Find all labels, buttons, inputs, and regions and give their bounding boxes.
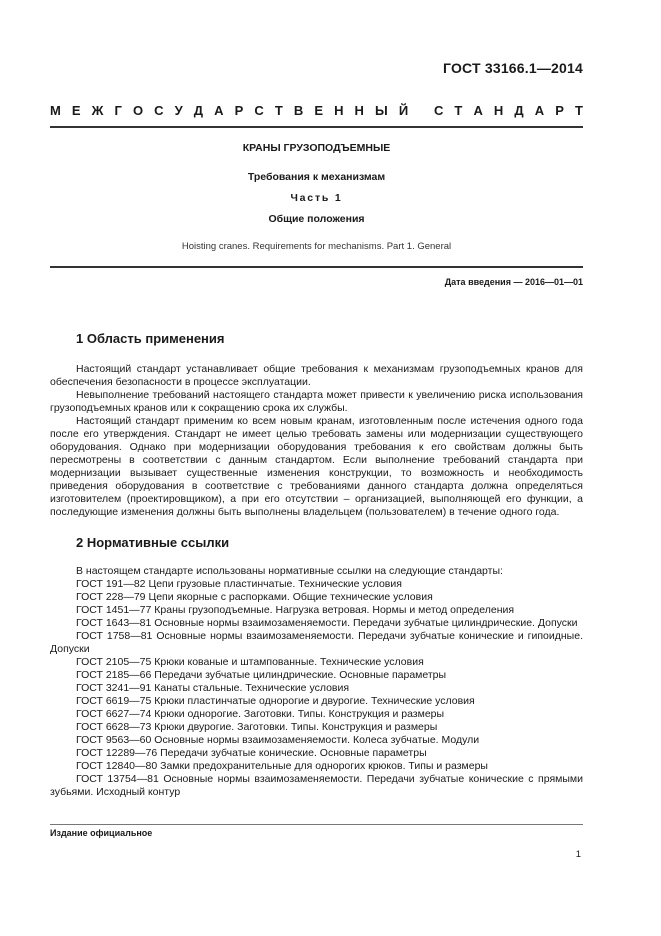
reference-item: ГОСТ 9563—60 Основные нормы взаимозаменяемости. Колеса зубчатые. Модули <box>76 734 480 746</box>
gost-number: ГОСТ 33166.1—2014 <box>443 60 583 76</box>
reference-item: ГОСТ 1758—81 Основные нормы взаимозаменяемости. Передачи зубчатые конические и гипоидные. Допуски <box>50 630 583 655</box>
interstate-standard-heading <box>50 103 583 118</box>
reference-list <box>50 578 583 799</box>
interstate-letter: Д <box>193 103 204 118</box>
interstate-letter: Н <box>493 103 504 118</box>
edition-label: Издание официальное <box>50 828 153 838</box>
interstate-letter: С <box>433 103 444 118</box>
section-1-paragraph: Невыполнение требований настоящего стандарта может привести к увеличению риска использования грузоподъемных кранов или к сокращению срока их службы. <box>50 389 583 414</box>
document-part: Часть 1 <box>290 192 343 204</box>
section-2-intro: В настоящем стандарте использованы нормативные ссылки на следующие стандарты: <box>76 565 503 577</box>
reference-item: ГОСТ 2105—75 Крюки кованые и штампованные. Технические условия <box>76 656 424 668</box>
section-2-heading: 2 Нормативные ссылки <box>76 535 230 550</box>
document-title: КРАНЫ ГРУЗОПОДЪЕМНЫЕ <box>242 142 391 154</box>
footer-rule <box>50 824 583 825</box>
section-1-paragraph: Настоящий стандарт устанавливает общие требования к механизмам грузоподъемных кранов для обеспечения безопасности в процессе эксплуатации. <box>50 363 583 388</box>
interstate-letter: Ж <box>91 103 104 118</box>
page-number: 1 <box>575 849 581 860</box>
document-part-title: Общие положения <box>268 213 365 225</box>
interstate-letter: М <box>50 103 61 118</box>
interstate-letter: Е <box>71 103 81 118</box>
reference-item: ГОСТ 12840—80 Замки предохранительные для однорогих крюков. Типы и размеры <box>76 760 488 772</box>
interstate-letter: С <box>154 103 164 118</box>
reference-item: ГОСТ 1451—77 Краны грузоподъемные. Нагрузка ветровая. Нормы и метод определения <box>76 604 515 616</box>
section-1-paragraph: Настоящий стандарт применим ко всем новым кранам, изготовленным после истечения одного года после его утверждения. Стандарт не имеет целью требовать замены или модернизации существующего оборудования. Однако при модернизации оборудования требования к его свойствам должны быть пересмотрены в соответствии с данным стандартом. Если выполнение требований стандарта при модернизации вызывает существенные изменения конструкции, то возможность и необходимость приведения оборудования в соответствие с требованиями данного стандарта должна определяться изготовителем (проектировщиком), а при его отсутствии – организацией, выполняющей его функции, а последующие изменения должны быть выполнены владельцем (пользователем) в течение одного года. <box>50 415 583 518</box>
interstate-letter <box>419 103 423 118</box>
section-1-heading: 1 Область применения <box>76 331 225 346</box>
introduction-date: Дата введения — 2016—01—01 <box>444 277 583 287</box>
interstate-letter: Г <box>114 103 122 118</box>
interstate-letter: Д <box>514 103 524 118</box>
interstate-letter: Т <box>454 103 463 118</box>
interstate-letter: Н <box>354 103 364 118</box>
interstate-letter: Р <box>234 103 244 118</box>
interstate-letter: С <box>254 103 264 118</box>
reference-item: ГОСТ 228—79 Цепи якорные с распорками. Общие технические условия <box>76 591 433 603</box>
reference-item: ГОСТ 12289—76 Передачи зубчатые конические. Основные параметры <box>76 747 427 759</box>
section-2-body <box>50 565 583 799</box>
interstate-letter: В <box>293 103 304 118</box>
reference-item: ГОСТ 6628—73 Крюки двурогие. Заготовки. Типы. Конструкция и размеры <box>76 721 438 733</box>
interstate-letter: Т <box>274 103 283 118</box>
document-subtitle: Требования к механизмам <box>247 171 386 183</box>
header-rule <box>50 126 583 128</box>
reference-item: ГОСТ 1643—81 Основные нормы взаимозаменяемости. Передачи зубчатые цилиндрические. Допуски <box>76 617 578 629</box>
reference-item: ГОСТ 6627—74 Крюки однорогие. Заготовки. Типы. Конструкция и размеры <box>76 708 445 720</box>
reference-item: ГОСТ 6619—75 Крюки пластинчатые однорогие и двурогие. Технические условия <box>76 695 475 707</box>
interstate-letter: Т <box>574 103 583 118</box>
section-1-body <box>50 363 583 519</box>
title-rule <box>50 266 583 268</box>
reference-item: ГОСТ 191—82 Цепи грузовые пластинчатые. Технические условия <box>76 578 402 590</box>
interstate-letter: А <box>473 103 483 118</box>
interstate-letter: Р <box>555 103 564 118</box>
english-title: Hoisting cranes. Requirements for mechanisms. Part 1. General <box>181 241 452 252</box>
interstate-letter: А <box>214 103 224 118</box>
reference-item: ГОСТ 3241—91 Канаты стальные. Технические условия <box>76 682 350 694</box>
reference-item: ГОСТ 13754—81 Основные нормы взаимозаменяемости. Передачи зубчатые конические с прямыми зубьями. Исходный контур <box>50 773 583 798</box>
interstate-letter: Е <box>314 103 323 118</box>
interstate-letter: О <box>132 103 144 118</box>
interstate-letter: Ы <box>375 103 388 118</box>
interstate-letter: Й <box>398 103 409 118</box>
interstate-letter: А <box>534 103 545 118</box>
interstate-letter: Н <box>334 103 344 118</box>
reference-item: ГОСТ 2185—66 Передачи зубчатые цилиндрические. Основные параметры <box>76 669 447 681</box>
interstate-letter: У <box>174 103 183 118</box>
